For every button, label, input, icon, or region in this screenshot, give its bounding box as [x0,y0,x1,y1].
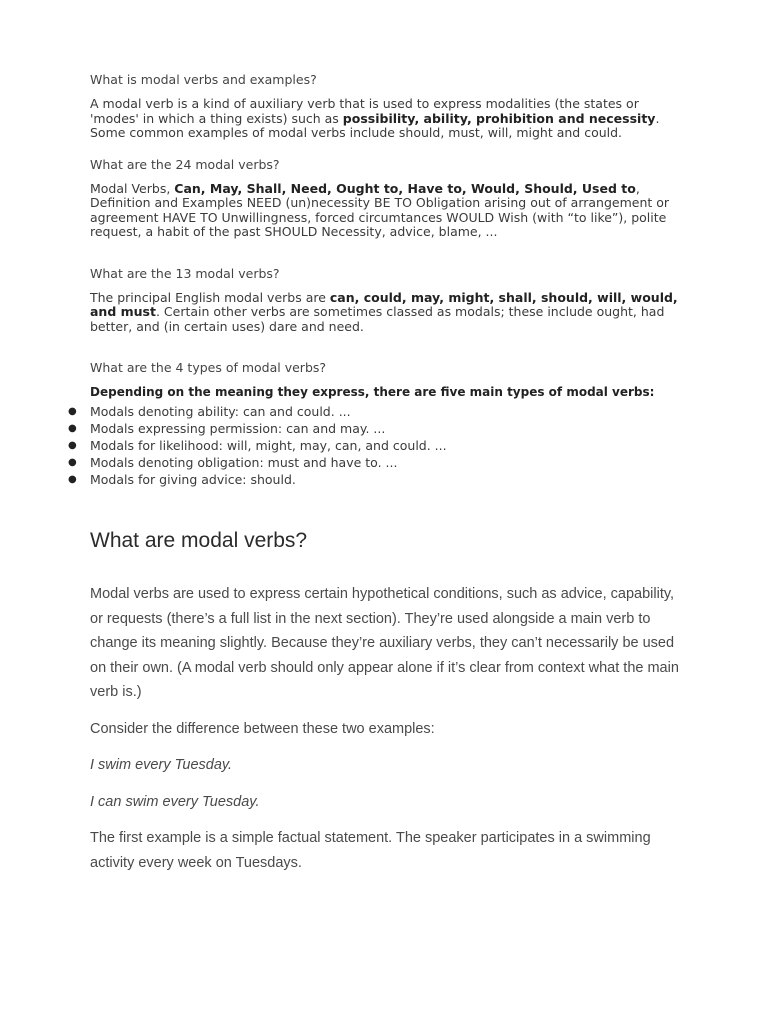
faq-lead-4: Depending on the meaning they express, there are five main types of modal verbs: [90,385,655,399]
list-item: ● Modals expressing permission: can and may. ... [68,421,386,436]
bullet-icon: ● [68,423,77,434]
list-item: ● Modals for giving advice: should. [68,472,296,487]
bullet-icon: ● [68,406,77,417]
modal-types-list [68,403,690,488]
faq-answer-2: Modal Verbs, Can, May, Shall, Need, Ought to, Have to, Would, Should, Used to, Definition and Examples NEED (un)necessity BE TO Obligation arising out of arrangement or agreement HAVE TO Unwillingness, forced circumtances WOULD Wish (with “to like”), polite request, a habit of the past SHOULD Necessity, advice, blame, ... [90,180,670,239]
bullet-icon: ● [68,440,77,451]
article-paragraph: Modal verbs are used to express certain hypothetical conditions, such as advice, capability, or requests (there’s a full list in the next section). They’re used alongside a main verb to change its meaning slightly. Because they’re auxiliary verbs, they can’t necessarily be used on their own. (A modal verb should only appear alone if it’s clear from context what the main verb is.) [90,586,679,700]
article-paragraph: The first example is a simple factual statement. The speaker participates in a swimming activity every week on Tuesdays. [90,830,651,871]
example-sentence-1: I swim every Tuesday. [90,757,233,773]
article-paragraph: Consider the difference between these two examples: [90,720,435,737]
faq-question-3: What are the 13 modal verbs? [90,265,280,281]
faq-question-1: What is modal verbs and examples? [90,72,317,87]
list-item: ● Modals denoting obligation: must and have to. ... [68,455,398,470]
list-item: ● Modals for likelihood: will, might, may, can, and could. ... [68,438,447,453]
example-sentence-2: I can swim every Tuesday. [90,793,260,810]
faq-question-2: What are the 24 modal verbs? [90,156,280,172]
faq-question-4: What are the 4 types of modal verbs? [90,360,327,375]
list-item: ● Modals denoting ability: can and could. ... [68,404,351,419]
faq-answer-1: A modal verb is a kind of auxiliary verb that is used to express modalities (the states or 'modes' in which a thing exists) such as possibility, ability, prohibition and necessity. Some common examples of modal verbs include should, must, will, might and could. [90,96,660,140]
faq-answer-3: The principal English modal verbs are can, could, may, might, shall, should, will, would, and must. Certain other verbs are sometimes classed as modals; these include ought, had better, and (in certain uses) dare and need. [90,289,678,334]
document-page [68,72,690,887]
bullet-icon: ● [68,457,77,468]
bullet-icon: ● [68,474,77,485]
section-heading: What are modal verbs? [90,529,308,552]
